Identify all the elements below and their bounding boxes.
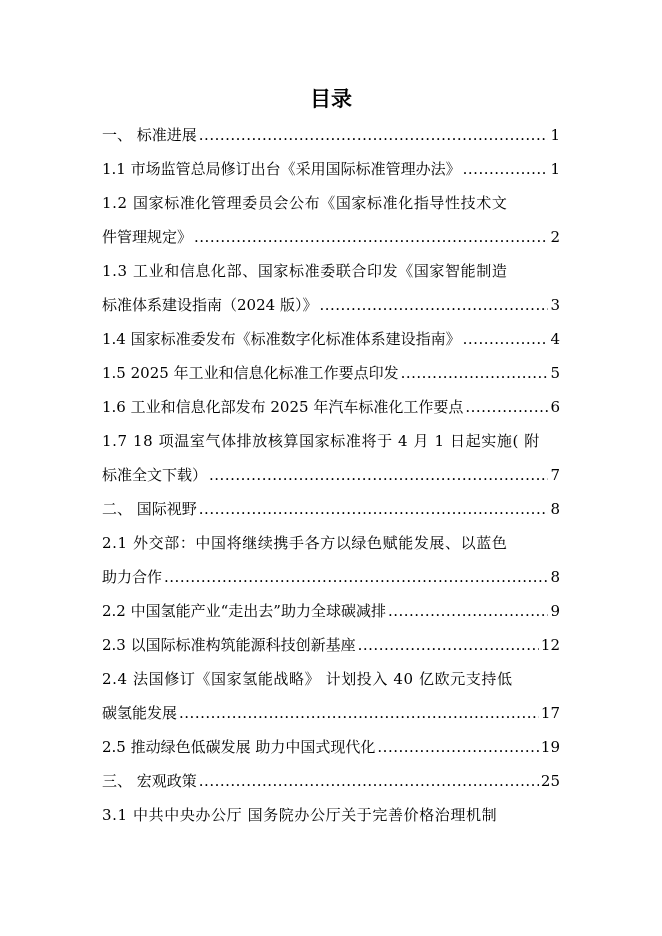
dot-leader — [358, 628, 539, 662]
toc-entry[interactable] — [102, 254, 560, 322]
dot-leader — [401, 356, 549, 390]
toc-entry[interactable] — [102, 628, 560, 662]
toc-title: 目录 — [310, 87, 352, 111]
toc-page-number: 12 — [540, 636, 560, 654]
toc-entry-title-line: 1.7 18 项温室气体排放核算国家标准将于 4 月 1 日起实施( 附 — [102, 432, 540, 450]
dot-leader — [179, 696, 539, 730]
toc-entry-row — [102, 322, 560, 356]
toc-entry[interactable] — [102, 356, 560, 390]
toc-entry-text: 碳氢能发展 — [102, 704, 178, 722]
toc-page-number: 9 — [550, 602, 560, 620]
dot-leader — [319, 288, 548, 322]
dot-leader — [199, 492, 549, 526]
toc-entry[interactable] — [102, 390, 560, 424]
toc-entry-row — [102, 696, 560, 730]
toc-page-number: 6 — [550, 398, 560, 416]
dot-leader — [199, 118, 549, 152]
toc-page-number: 2 — [550, 228, 560, 246]
toc-entry-text: 助力合作 — [102, 568, 163, 586]
toc-page-number: 4 — [550, 330, 560, 348]
toc-entry[interactable] — [102, 730, 560, 764]
toc-entry-text: 1.1 市场监管总局修订出台《采用国际标准管理办法》 — [102, 160, 461, 178]
toc-page-number: 3 — [550, 296, 560, 314]
toc-entry-row — [102, 220, 560, 254]
toc-entry-row — [102, 764, 560, 798]
toc-page-number: 1 — [550, 126, 560, 144]
toc-entry-text: 二、 国际视野 — [102, 500, 197, 518]
toc-entry-text: 三、 宏观政策 — [102, 772, 197, 790]
dot-leader — [463, 152, 549, 186]
toc-entry-title-line: 3.1 中共中央办公厅 国务院办公厅关于完善价格治理机制 — [102, 806, 498, 824]
toc-entry-row — [102, 152, 560, 186]
toc-entry-text: 1.5 2025 年工业和信息化标准工作要点印发 — [102, 364, 399, 382]
dot-leader — [388, 594, 548, 628]
toc-entry-row — [102, 390, 560, 424]
toc-entry-text: 标准全文下载） — [102, 466, 208, 484]
toc-entry-row — [102, 628, 560, 662]
toc-entry-row — [102, 458, 560, 492]
toc-entry[interactable] — [102, 492, 560, 526]
dot-leader — [194, 220, 548, 254]
toc-page-number: 8 — [550, 568, 560, 586]
toc-entry-title-line: 2.1 外交部：中国将继续携手各方以绿色赋能发展、以蓝色 — [102, 534, 508, 552]
toc-page-number: 25 — [540, 772, 560, 790]
toc-entry[interactable] — [102, 152, 560, 186]
toc-entry-title-line: 2.4 法国修订《国家氢能战略》 计划投入 40 亿欧元支持低 — [102, 670, 513, 688]
toc-page-number: 1 — [550, 160, 560, 178]
toc-entry[interactable] — [102, 424, 560, 492]
toc-entry-row — [102, 118, 560, 152]
toc-page-number: 19 — [540, 738, 560, 756]
dot-leader — [377, 730, 539, 764]
toc-entry[interactable] — [102, 594, 560, 628]
toc-entry[interactable] — [102, 118, 560, 152]
toc-entry-text: 一、 标准进展 — [102, 126, 197, 144]
toc-entry-row — [102, 730, 560, 764]
toc-page-number: 8 — [550, 500, 560, 518]
dot-leader — [164, 560, 548, 594]
toc-page-number: 7 — [550, 466, 560, 484]
toc-entry[interactable] — [102, 662, 560, 730]
toc-page-number: 5 — [550, 364, 560, 382]
toc-entry-text: 件管理规定》 — [102, 228, 193, 246]
dot-leader — [199, 764, 539, 798]
toc-entry-row — [102, 560, 560, 594]
toc-entry-row — [102, 356, 560, 390]
toc-entry[interactable] — [102, 526, 560, 594]
toc-entry-text: 2.5 推动绿色低碳发展 助力中国式现代化 — [102, 738, 376, 756]
toc-entry-row — [102, 594, 560, 628]
dot-leader — [465, 390, 548, 424]
toc-entry-text: 1.6 工业和信息化部发布 2025 年汽车标准化工作要点 — [102, 398, 464, 416]
dot-leader — [209, 458, 548, 492]
toc-entry-text: 1.4 国家标准委发布《标准数字化标准体系建设指南》 — [102, 330, 461, 348]
toc-entry-title-line: 1.3 工业和信息化部、国家标准委联合印发《国家智能制造 — [102, 262, 508, 280]
toc-entry-text: 标准体系建设指南（2024 版）》 — [102, 296, 318, 314]
table-of-contents — [102, 118, 560, 832]
toc-entry[interactable] — [102, 186, 560, 254]
toc-entry-text: 2.2 中国氢能产业“走出去”助力全球碳减排 — [102, 602, 386, 620]
dot-leader — [463, 322, 549, 356]
toc-entry-title-line: 1.2 国家标准化管理委员会公布《国家标准化指导性技术文 — [102, 194, 508, 212]
toc-entry[interactable] — [102, 764, 560, 798]
toc-entry[interactable] — [102, 798, 560, 832]
toc-entry-text: 2.3 以国际标准构筑能源科技创新基座 — [102, 636, 356, 654]
toc-entry[interactable] — [102, 322, 560, 356]
toc-entry-row — [102, 288, 560, 322]
toc-page-number: 17 — [540, 704, 560, 722]
toc-entry-row — [102, 492, 560, 526]
